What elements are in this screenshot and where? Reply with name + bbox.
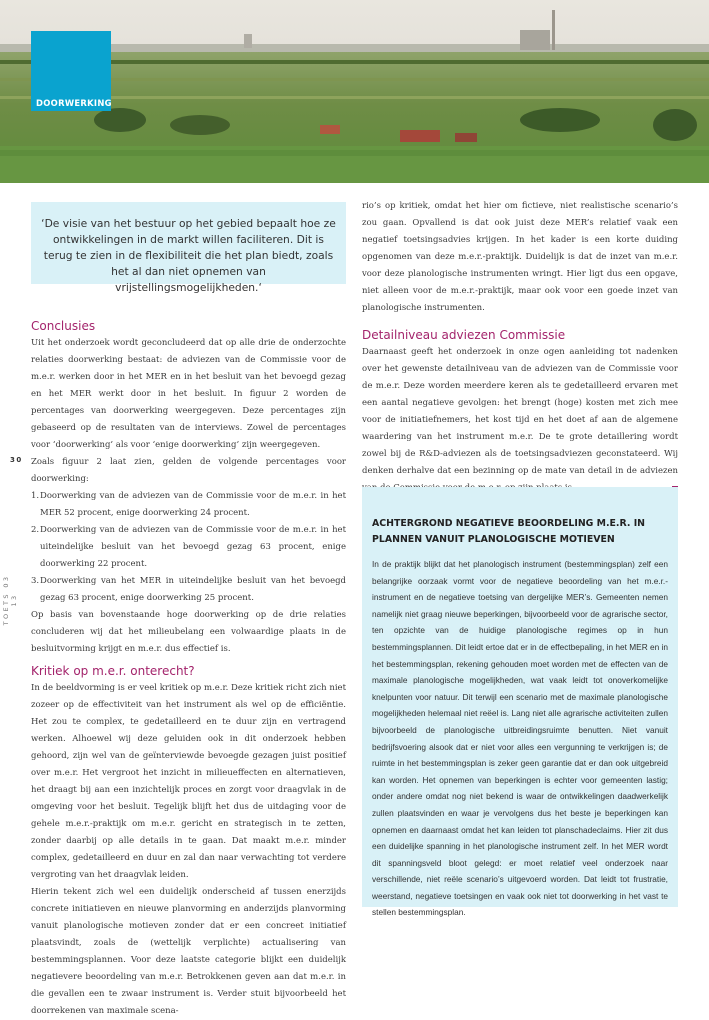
section-tag: DOORWERKING xyxy=(36,98,112,108)
paragraph: Op basis van bovenstaande hoge doorwerking op de drie relaties concluderen wij dat het milieubelang een volwaardige plaats in de besluitvorming krijgt en m.e.r. dus effectief is. xyxy=(31,610,346,654)
heading-kritiek: Kritiek op m.e.r. onterecht? xyxy=(31,664,195,678)
background-sidebar-box xyxy=(362,487,678,918)
paragraph: Hierin tekent zich wel een duidelijk onderscheid af tussen enerzijds concrete initiatieven en nieuwe planvorming en anderzijds planvorming vanuit planologische motieven zonder dat er een concreet initiatief plaatsvindt, zoals de (wettelijk verplichte) actualisering van bestemmingsplannen. Voor deze laatste categorie blijkt een duidelijk negatievere beoordeling van m.e.r. Betrokkenen geven aan dat m.e.r. in die gevallen een te zwaar instrument is. Verder stuit bijvoorbeeld het doorrekenen van maximale scena- xyxy=(31,887,346,1016)
pull-quote: ‘De visie van het bestuur op het gebied bepaalt hoe ze ontwikkelingen in de markt willen faciliteren. Dit is terug te zien in de flexibiliteit die het plan biedt, zoals het al dan niet opnemen van vrijstellingsmogelijkheden.‘ xyxy=(41,217,336,294)
heading-detailniveau: Detailniveau adviezen Commissie xyxy=(362,328,566,342)
left-column xyxy=(31,318,346,1020)
list-text: Doorwerking van het MER in uiteindelijke besluit van het bevoegd gezag 63 procent, enige doorwerking 25 procent. xyxy=(40,576,346,603)
list-text: Doorwerking van de adviezen van de Commissie voor de m.e.r. in het uiteindelijke besluit van het bevoegd gezag 63 procent, enige doorwerking 22 procent. xyxy=(40,525,346,569)
paragraph: Zoals figuur 2 laat zien, gelden de volgende percentages voor doorwerking: xyxy=(31,457,346,484)
paragraph-text: Daarnaast geeft het onderzoek in onze ogen aanleiding tot nadenken over het gewenste detailniveau van de adviezen van de Commissie voor de m.e.r. Deze worden meerdere keren als te gedetailleerd ervaren met een aantal negatieve gevolgen: het brengt (hoge) kosten met zich mee voor de initiatiefnemers, het kost tijd en het doet af aan de algemene waardering van het instrument m.e.r. De te grote detaillering wordt zowel bij de R&D-adviezen als de toetsingsadviezen geconstateerd. Wij denken derhalve dat een bezinning op de mate van detail in de adviezen xyxy=(362,347,678,476)
percentage-list xyxy=(31,488,346,607)
page-number: 30 xyxy=(10,456,23,464)
list-item xyxy=(31,573,346,607)
list-number: 1. xyxy=(31,491,40,501)
list-item xyxy=(31,488,346,522)
heading-conclusies: Conclusies xyxy=(31,319,96,333)
paragraph: Uit het onderzoek wordt geconcludeerd dat op alle drie de onderzochte relaties doorwerking bestaat: de adviezen van de Commissie voor de m.e.r. werken door in het MER en in het besluit van het bevoegd gezag en het MER werkt door in het besluit. In figuur 2 worden de percentages van doorwerking weergegeven. Deze percentages zijn gebaseerd op de resultaten van de interviews. Zowel de percentages voor ‘doorwerking’ als voor ‘enige doorwerking’ zijn weergegeven. xyxy=(31,338,346,450)
paragraph: rio’s op kritiek, omdat het hier om fictieve, niet realistische scenario’s zou gaan. Opvallend is dat ook juist deze MER’s relatief vaak een negatief toetsingsadvies krijgen. In het kader is een korte duiding opgenomen van deze m.e.r.-praktijk. Duidelijk is dat de inzet van m.e.r. voor deze planologische instrumenten wringt. Hier ligt dus een opgave, niet alleen voor de m.e.r.-praktijk, maar ook voor een goede inzet van planologische instrumenten. xyxy=(362,201,678,313)
paragraph-with-endmark xyxy=(362,344,678,497)
magazine-issue xyxy=(2,570,20,630)
sidebar-text: In de praktijk blijkt dat het planologisch instrument (bestemmingsplan) zelf een belangrijke oorzaak vormt voor de negatieve beoordeling van het m.e.r.-instrument en de negatieve toetsing van dergelijke MER’s. Gemeenten nemen namelijk niet graag nieuwe beperkingen, bijvoorbeeld voor de agrarische sector, ten opzichte van de huidige planologische regimes op in hun bestemmingsplannen. Dit leidt ertoe dat er in de effectbepaling, in het MER en in het bestemmingsplan, rekening gehouden moet worden met de effecten van de maximale planologische mogelijkheden, wat vaak leidt tot onoverkomelijke knelpunten voor natuur. Dit terwijl een scenario met de maximale planologische mogelijkheden helemaal niet reëel is. Lang niet alle agrarische activiteiten zullen bijvoorbeeld de planologische uitbreidingsruimte benutten. Niet vanuit bedrijfsvoering alsook dat er niet voor alles een vergunning te verkrijgen is; de ruimte in het bestemmingsplan is zeker geen garantie dat er dan ook uitgebreid kan worden. Het opnemen van beperkingen is echter voor gemeenten lastig; onder andere omdat nog niet bekend is waar de ontwikkelingen daadwerkelijk zullen plaatsvinden en waar je vervolgens dus het beste je beperkingen kan opnemen en daarnaast omdat het kan leiden tot planschadeclaims. Hier zit dus een duidelijke spanning in het planologische instrument zelf. In het MER wordt dit spanningsveld bloot gelegd: er moet relatief veel onderzoek naar verschillende, niet reële scenario’s uitgevoerd worden. Dat leidt tot frustratie, weerstand, negatieve toetsingen en vaak ook niet tot doorwerking in het vast te stellen bestemmingsplan. xyxy=(372,559,668,918)
magazine-issue-label: TOETS 03 13 xyxy=(2,574,18,626)
list-text: Doorwerking van de adviezen van de Commissie voor de m.e.r. in het MER 52 procent, enige doorwerking 24 procent. xyxy=(40,491,346,518)
sidebar-title: ACHTERGROND NEGATIEVE BEOORDELING M.E.R. IN PLANNEN VANUIT PLANOLOGISCHE MOTIEVEN xyxy=(372,518,646,545)
paragraph: In de beeldvorming is er veel kritiek op m.e.r. Deze kritiek richt zich niet zozeer op de effectiviteit van het instrument als wel op de efficiëntie. Het zou te complex, te gedetailleerd en te duur zijn en vertragend werken. Alhoewel wij deze geluiden ook in dit onderzoek hebben gehoord, zijn wel van de geïnterviewde bevoegde gezagen juist positief over m.e.r. Het vergroot het inzicht in milieueffecten en alternatieven, het draagt bij aan een inzichtelijk proces en zorgt voor draagvlak in de omgeving voor het besluit. Tegelijk blijft het dus de uitdaging voor de gehele m.e.r.-praktijk om m.e.r. gericht en strategisch in te zetten, zonder daarbij op alle details in te gaan. Dat maakt m.e.r. minder complex, gedetailleerd en duur en zal dan naar verwachting tot verdere vergroting van het draagvlak leiden. xyxy=(31,683,346,880)
section-tag-box xyxy=(31,31,111,111)
list-number: 2. xyxy=(31,525,40,535)
right-column xyxy=(362,198,678,497)
pull-quote-box xyxy=(31,202,346,294)
list-item xyxy=(31,522,346,573)
list-number: 3. xyxy=(31,576,40,586)
